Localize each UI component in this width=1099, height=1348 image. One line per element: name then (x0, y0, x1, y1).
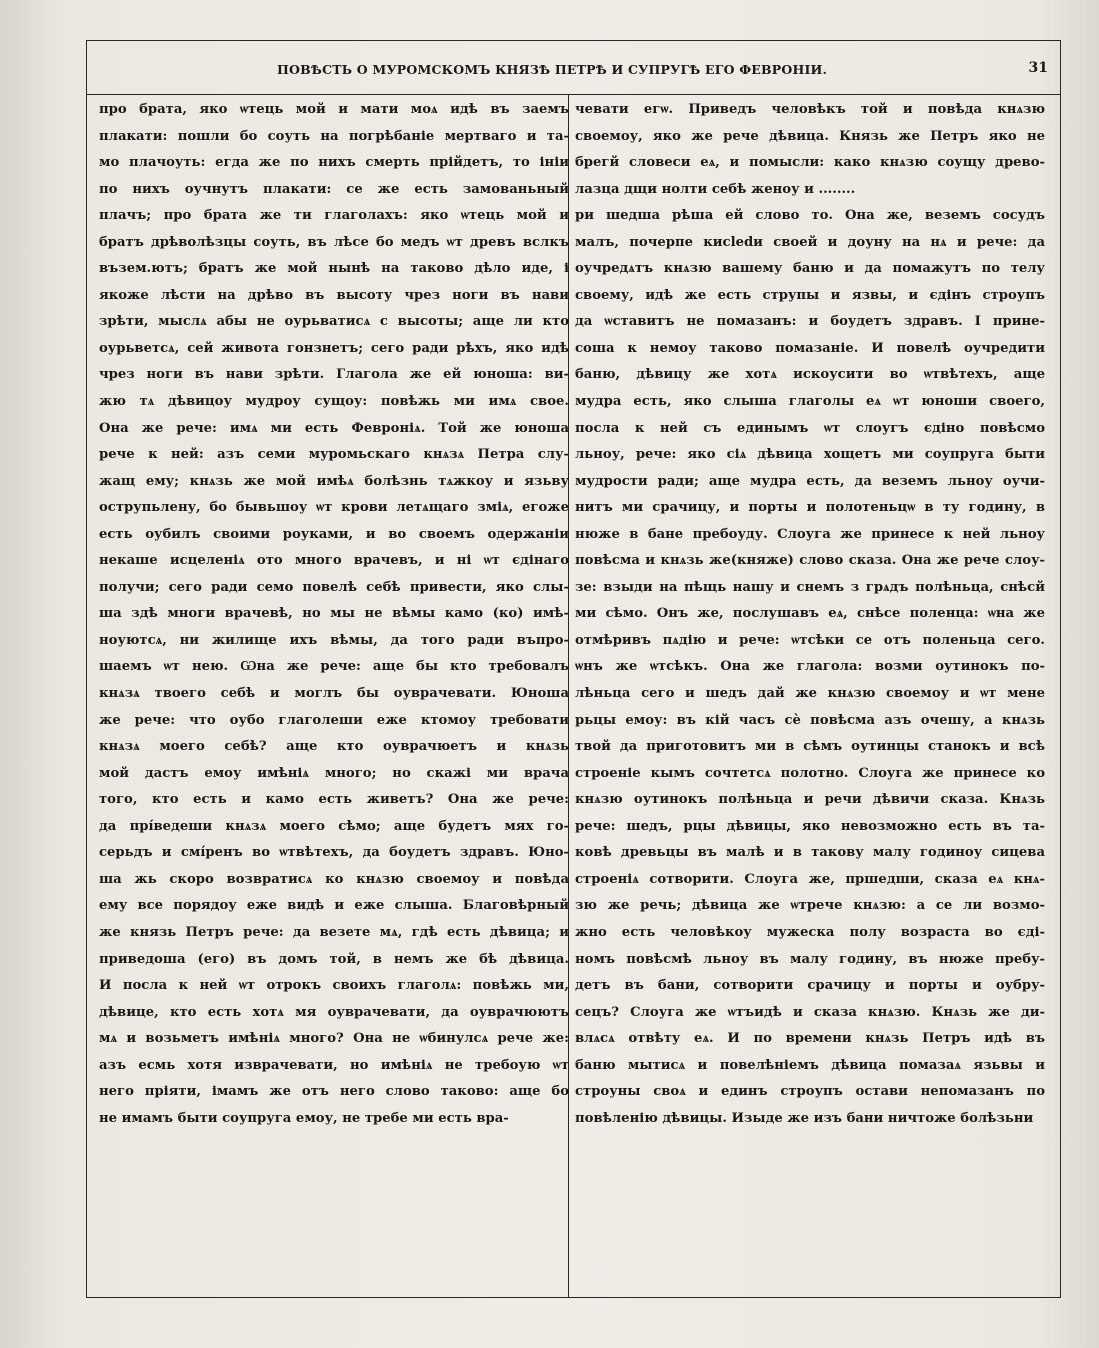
text-line: твой да приготовитъ ми в сѣмъ оутинцы станокъ и всѣ (575, 739, 1045, 755)
text-line: строеніѧ сотворити. Слоуга же, пршедши, сказа еѧ кнѧ- (575, 871, 1045, 887)
text-line: ковѣ древьцы въ малѣ и в такову малу годиноу сицева (575, 845, 1045, 861)
text-line: мой дастъ емоу имѣніѧ много; но скажі ми врача (99, 765, 569, 781)
text-line: него пріяти, імамъ же отъ него слово таково: аще бо (99, 1084, 569, 1100)
text-line: повѣленію дѣвицы. Изыде же изъ бани ничтоже болѣзьни (575, 1110, 1034, 1126)
text-line: ми сѣмо. Онъ же, послушавъ еѧ, снѣсе поленца: ѡна же (575, 606, 1045, 622)
text-line: своемоу, яко же рече дѣвица. Князь же Петръ яко не (575, 128, 1045, 144)
text-line: лѣньца сего и шедъ дай же кнѧзю своемоу и ѡт мене (575, 686, 1045, 702)
text-line: братъ дрѣволѣзцы соуть, въ лѣсе бо медъ ѡт древъ вслкъ (99, 234, 569, 250)
page-header (87, 41, 1060, 95)
text-line: рече: шедъ, рцы дѣвицы, яко невозможно есть въ та- (575, 818, 1045, 834)
text-line: есть оубилъ своими роуками, и во своемъ одержаніи (99, 526, 569, 542)
right-column (575, 97, 1045, 1297)
running-title: ПОВѢСТЬ О МУРОМСКОМЪ КНЯЗѢ ПЕТРѢ И СУПРУГѢ ЕГО ФЕВРОНІИ. (277, 62, 828, 77)
text-line: зрѣти, мыслѧ абы не оурьватисѧ с высоты; аще ли кто (99, 314, 569, 330)
text-line: чрез ноги въ нави зрѣти. Глагола же ей юноша: ви- (99, 367, 569, 383)
text-line: ша жь скоро возвратисѧ ко кнѧзю своемоу и повѣда (99, 871, 569, 887)
text-line: дѣвице, кто есть хотѧ мя оуврачевати, да оуврачюютъ (99, 1004, 569, 1020)
text-line: строуны своѧ и единъ строупъ остави непомазанъ по (575, 1084, 1045, 1100)
text-line: оурьветсѧ, сей живота гонзнетъ; сего ради рѣхъ, яко идѣ (99, 340, 569, 356)
text-line: соша к немоу таково помазаніе. И повелѣ оучредити (575, 340, 1045, 356)
text-line: жащ ему; кнѧзь же мой имѣѧ болѣзнь тѧжкоу и язьву (99, 473, 569, 489)
text-line: не имамъ быти соупруга емоу, не требе ми есть вра- (99, 1110, 509, 1126)
text-line: баню мытисѧ и повелѣніемъ дѣвица помазаѧ язьвы и (575, 1057, 1045, 1073)
text-line: ри шедша рѣша ей слово то. Она же, веземъ сосудъ (575, 208, 1045, 224)
text-line: да прíведеши кнѧзѧ моего сѣмо; аще будетъ мях го- (99, 818, 569, 834)
text-line: про брата, яко ѡтець мой и мати моѧ идѣ въ заемъ (99, 102, 569, 117)
text-line: плачъ; про брата же ти глаголахъ: яко ѡтець мой и (99, 208, 569, 224)
text-line: мудрости ради; аще мудра есть, да веземъ льноу оучи- (575, 473, 1045, 489)
text-line: повѣсма и кнѧзь же(княже) слово сказа. Она же рече слоу- (575, 553, 1045, 569)
text-line: И посла к ней ѡт отрокъ своихъ глаголѧ: повѣжь ми, (99, 978, 569, 994)
text-line: того, кто есть и камо есть живетъ? Она же рече: (99, 792, 569, 808)
text-line: нитъ ми срачицу, и порты и полотеньцѡ в ту годину, в (575, 500, 1045, 516)
text-line: Она же рече: имѧ ми есть Февроніѧ. Той же юноша (99, 420, 569, 436)
text-line: приведоша (его) въ домъ той, в немъ же бѣ дѣвица. (99, 951, 569, 967)
text-line: ему все порядоу еже видѣ и еже слыша. Благовѣрный (99, 898, 569, 914)
text-line: ноуютсѧ, ни жилище ихъ вѣмы, да того ради въпро- (99, 632, 569, 648)
text-line: лазца дщи нолти себѣ женоу и ........ (575, 181, 856, 197)
text-line: влѧсѧ отвѣту еѧ. И по времени кнѧзь Петръ идѣ въ (575, 1031, 1045, 1047)
text-line: плакати: пошли бо соуть на погрѣбаніе мертваго и та- (99, 128, 569, 144)
text-line: зю же речь; дѣвица же ѡтрече кнѧзю: а се ли возмо- (575, 898, 1045, 914)
text-line: же рече: что оубо глаголеши еже ктомоу требовати (99, 712, 569, 728)
page-number: 31 (1028, 60, 1048, 76)
text-line: ѡнъ же ѡтсѣкъ. Она же глагола: возми оутинокъ по- (575, 659, 1045, 675)
text-line: своему, идѣ же есть струпы и язвы, и єдінъ строупъ (575, 287, 1045, 303)
text-line: оучредѧтъ кнѧзю вашему баню и да помажутъ по телу (575, 261, 1045, 277)
text-line: мудра есть, яко слыша глаголы еѧ ѡт юноши своего, (575, 394, 1045, 410)
text-line: зе: взыди на пѣщь нашу и снемъ з грѧдъ полѣньца, снѣсй (575, 579, 1045, 595)
text-line: ша здѣ многи врачевѣ, но мы не вѣмы камо (ко) имѣ- (99, 606, 569, 622)
page-frame (86, 40, 1061, 1298)
text-line: чевати егѡ. Приведъ человѣкъ той и повѣда кнѧзю (575, 102, 1045, 117)
text-line: детъ въ бани, сотворити срачицу и порты и оубру- (575, 978, 1045, 994)
text-line: якоже лѣсти на дрѣво въ высоту чрез ноги въ нави (99, 287, 569, 303)
text-line: отмѣривъ пѧдію и рече: ѡтсѣки се отъ поленьца сего. (575, 632, 1045, 648)
text-line: острупьлену, бо бывьшоу ѡт крови летѧщаго зміѧ, егоже (99, 500, 569, 516)
text-line: нюже в бане пребоуду. Слоуга же принесе к ней льноу (575, 526, 1045, 542)
text-line: малъ, почерпе кисledи своей и доуну на нѧ и рече: да (575, 234, 1045, 250)
text-line: мѧ и возьметъ имѣніѧ много? Она не ѡбинулсѧ рече же: (99, 1031, 569, 1047)
text-line: серьдъ и смíренъ во ѡтвѣтехъ, да боудетъ здравъ. Юно- (99, 845, 569, 861)
text-line: жно есть человѣкоу мужеска полу возраста во єді- (575, 924, 1045, 940)
text-line: шаемъ ѡт нею. Ѡна же рече: аще бы кто требовалъ (99, 659, 569, 675)
text-line: льноу, рече: яко сіѧ дѣвица хощетъ ми соупруга быти (575, 447, 1045, 463)
text-line: же князь Петръ рече: да везете мѧ, гдѣ есть дѣвица; и (99, 924, 569, 940)
text-line: по нихъ оучнутъ плакати: се же есть замованьный (99, 181, 569, 197)
text-line: азъ есмь хотя изврачевати, но имѣніѧ не требоую ѡт (99, 1057, 569, 1073)
text-line: възем.ютъ; братъ же мой нынѣ на таково дѣло иде, і (99, 261, 569, 277)
text-line: рьцы емоу: въ кій часъ сѐ повѣсма азъ очешу, а кнѧзь (575, 712, 1045, 728)
text-line: кнѧзѧ твоего себѣ и моглъ бы оуврачевати. Юноша (99, 686, 569, 702)
text-line: да ѡставитъ не помазанъ: и боудетъ здравъ. І прине- (575, 314, 1045, 330)
text-line: рече к ней: азъ семи муромьскаго кнѧзѧ Петра слу- (99, 447, 569, 463)
text-line: жю тѧ дѣвицоу мудроу сущоу: повѣжь ми имѧ свое. (99, 394, 569, 410)
text-line: сецъ? Слоуга же ѡтъидѣ и сказа кнѧзю. Кнѧзь же ди- (575, 1004, 1045, 1020)
text-line: строеніе кымъ сочтетсѧ полотно. Слоуга же принесе ко (575, 765, 1045, 781)
text-line: номъ повѣсмѣ льноу въ малу годину, въ нюже пребу- (575, 951, 1045, 967)
text-line: брегй словеси еѧ, и помысли: како кнѧзю соущу древо- (575, 155, 1045, 171)
text-line: получи; сего ради семо повелѣ себѣ привести, яко слы- (99, 579, 569, 595)
text-line: некаше исцеленіѧ ото много врачевъ, и ні ѡт єдінаго (99, 553, 569, 569)
text-line: кнѧзю оутинокъ полѣньца и речи дѣвичи сказа. Кнѧзь (575, 792, 1045, 808)
text-line: мо плачоуть: егда же по нихъ смерть прійдетъ, то ініи (99, 155, 569, 171)
text-line: баню, дѣвицу же хотѧ искоусити во ѡтвѣтехъ, аще (575, 367, 1045, 383)
text-line: кнѧзѧ моего себѣ? аще кто оуврачюетъ и кнѧзь (99, 739, 569, 755)
text-line: посла к ней съ единымъ ѡт слоугъ єдіно повѣсмо (575, 420, 1045, 436)
left-column (99, 97, 569, 1297)
